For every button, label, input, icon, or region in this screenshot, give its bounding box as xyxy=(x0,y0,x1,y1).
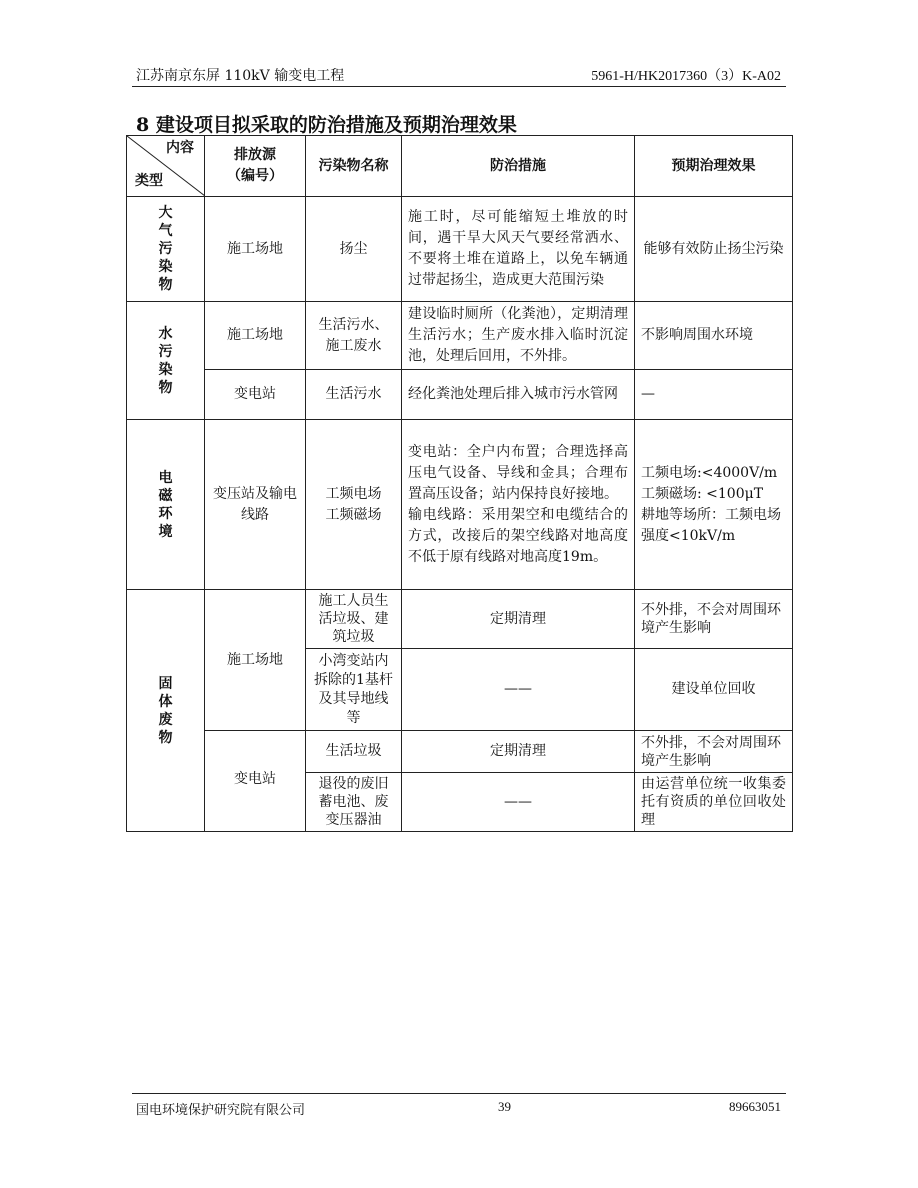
table-row-em xyxy=(127,420,793,590)
water2-effect: — xyxy=(635,370,793,420)
water1-pollutant: 生活污水、施工废水 xyxy=(306,302,402,370)
air-pollutant: 扬尘 xyxy=(306,197,402,302)
col-header-measures: 防治措施 xyxy=(402,136,635,197)
footer-page-number: 39 xyxy=(498,1099,511,1114)
solid4-measures: —— xyxy=(402,773,635,832)
col-header-effect: 预期治理效果 xyxy=(635,136,793,197)
water2-measures: 经化粪池处理后排入城市污水管网 xyxy=(402,370,635,420)
footer-organization: 国电环境保护研究院有限公司 xyxy=(136,1103,306,1118)
footer-code: 89663051 xyxy=(729,1099,781,1114)
table-row-solid-1 xyxy=(127,590,793,649)
water1-effect: 不影响周围水环境 xyxy=(635,302,793,370)
water2-pollutant: 生活污水 xyxy=(306,370,402,420)
solid4-pollutant: 退役的废旧蓄电池、废变压器油 xyxy=(306,773,402,832)
em-pollutants: 工频电场 工频磁场 xyxy=(306,420,402,590)
footer-rule xyxy=(132,1093,786,1094)
table-row-water-1 xyxy=(127,302,793,370)
header-project-name: 江苏南京东屏 110kV 输变电工程 xyxy=(136,68,345,84)
solid2-effect: 建设单位回收 xyxy=(635,649,793,731)
table-header-row xyxy=(127,136,793,197)
solid3-pollutant: 生活垃圾 xyxy=(306,731,402,773)
em-measures: 变电站：全户内布置；合理选择高压电气设备、导线和金具；合理布置高压设备；站内保持良好接地。 输电线路：采用架空和电缆结合的方式，改接后的架空线路对地高度不低于原有线路对地高度19m。 xyxy=(402,420,635,590)
corner-header-cell xyxy=(127,136,205,197)
air-effect: 能够有效防止扬尘污染 xyxy=(635,197,793,302)
em-effect: 工频电场:<4000V/m 工频磁场: <100μT 耕地等场所：工频电场强度<10kV/m xyxy=(635,420,793,590)
col-header-pollutant: 污染物名称 xyxy=(306,136,402,197)
header-rule xyxy=(132,86,786,87)
header-doc-number: 5961-H/HK2017360（3）K-A02 xyxy=(591,69,781,84)
col-header-source: 排放源 （编号） xyxy=(205,136,306,197)
category-air: 大 气 污 染 物 xyxy=(127,197,205,302)
table-row-air xyxy=(127,197,793,302)
solid1-pollutant: 施工人员生活垃圾、建筑垃圾 xyxy=(306,590,402,649)
category-water: 水 污 染 物 xyxy=(127,302,205,420)
section-title: 8 建设项目拟采取的防治措施及预期治理效果 xyxy=(136,114,517,136)
water1-source: 施工场地 xyxy=(205,302,306,370)
air-measures: 施工时，尽可能缩短土堆放的时间，遇干旱大风天气要经常洒水、不要将土堆在道路上，以免车辆通过带起扬尘，造成更大范围污染 xyxy=(402,197,635,302)
solid-source-construction: 施工场地 xyxy=(205,590,306,731)
solid2-pollutant: 小湾变站内拆除的1基杆及其导地线等 xyxy=(306,649,402,731)
solid1-measures: 定期清理 xyxy=(402,590,635,649)
solid3-effect: 不外排，不会对周围环境产生影响 xyxy=(635,731,793,773)
category-solid: 固 体 废 物 xyxy=(127,590,205,832)
solid3-measures: 定期清理 xyxy=(402,731,635,773)
table-row-solid-3 xyxy=(127,731,793,773)
table-row-water-2 xyxy=(127,370,793,420)
corner-top-label: 内容 xyxy=(166,140,194,156)
solid4-effect: 由运营单位统一收集委托有资质的单位回收处理 xyxy=(635,773,793,832)
em-source: 变压站及输电线路 xyxy=(205,420,306,590)
solid-source-substation: 变电站 xyxy=(205,731,306,832)
solid2-measures: —— xyxy=(402,649,635,731)
corner-bottom-label: 类型 xyxy=(135,173,163,189)
solid1-effect: 不外排，不会对周围环境产生影响 xyxy=(635,590,793,649)
air-source: 施工场地 xyxy=(205,197,306,302)
water2-source: 变电站 xyxy=(205,370,306,420)
category-em: 电 磁 环 境 xyxy=(127,420,205,590)
water1-measures: 建设临时厕所（化粪池），定期清理生活污水；生产废水排入临时沉淀池，处理后回用，不外排。 xyxy=(402,302,635,370)
measures-table xyxy=(126,135,793,832)
